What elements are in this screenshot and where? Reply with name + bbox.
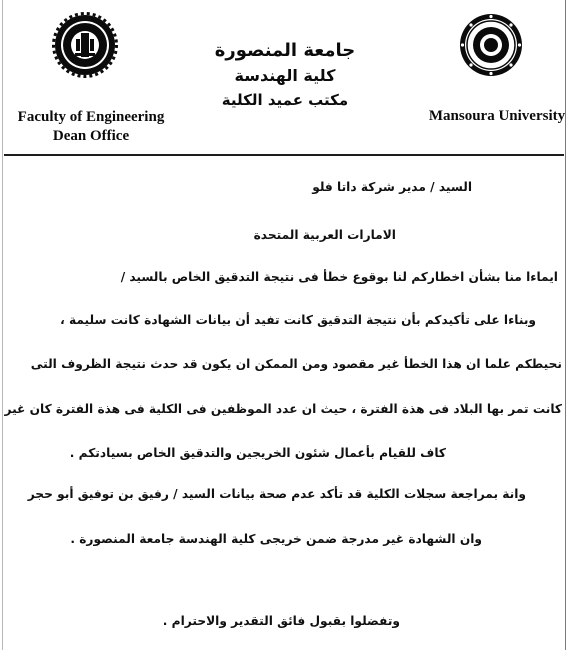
letter-line-8: وانة بمراجعة سجلات الكلية قد تأكد عدم صحة بيانات السيد / رفيق بن توفيق أبو حجر (27, 487, 526, 501)
arabic-letterhead (200, 38, 370, 113)
letter-line-5: نحيطكم علما ان هذا الخطأ غير مقصود ومن الممكن ان يكون قد حدث نتيجة الظروف التى (30, 357, 562, 371)
faculty-name: Faculty of Engineering (17, 109, 165, 125)
faculty-of-engineering-seal-icon (52, 12, 118, 78)
letter-line-7: كاف للقيام بأعمال شئون الخريجين والتدقيق الخاص بسيادتكم . (69, 446, 446, 460)
letter-line-9: وان الشهادة غير مدرجة ضمن خريجى كلية الهندسة جامعة المنصورة . (70, 532, 482, 546)
arabic-university-name: جامعة المنصورة (214, 40, 356, 61)
faculty-title-en (16, 108, 166, 146)
letter-line-2: الامارات العربية المتحدة (253, 228, 396, 242)
arabic-dean-office: مكتب عميد الكلية (221, 91, 349, 109)
mansoura-university-seal-icon (458, 12, 524, 78)
letter-line-4: وبناءا على تأكيدكم بأن نتيجة التدقيق كانت تفيد أن بيانات الشهادة كانت سليمة ، (60, 313, 536, 327)
scan-edge-right (565, 0, 566, 650)
arabic-faculty-name: كلية الهندسة (234, 66, 336, 85)
university-title-en: Mansoura University (428, 108, 566, 124)
letter-closing: وتفضلوا بقبول فائق التقدير والاحترام . (162, 614, 400, 628)
letter-line-6: كانت تمر بها البلاد فى هذة الفترة ، حيث ان عدد الموظفين فى الكلية فى هذة الفترة كان غير (4, 402, 562, 416)
header-divider (4, 154, 564, 156)
dean-office-label: Dean Office (52, 128, 130, 144)
letter-line-1: السيد / مدير شركة داتا فلو (312, 180, 472, 194)
letter-line-3: ايماءا منا بشأن اخطاركم لنا بوقوع خطأ فى نتيجة التدقيق الخاص بالسيد / (120, 270, 558, 284)
scan-edge-left (2, 0, 3, 650)
